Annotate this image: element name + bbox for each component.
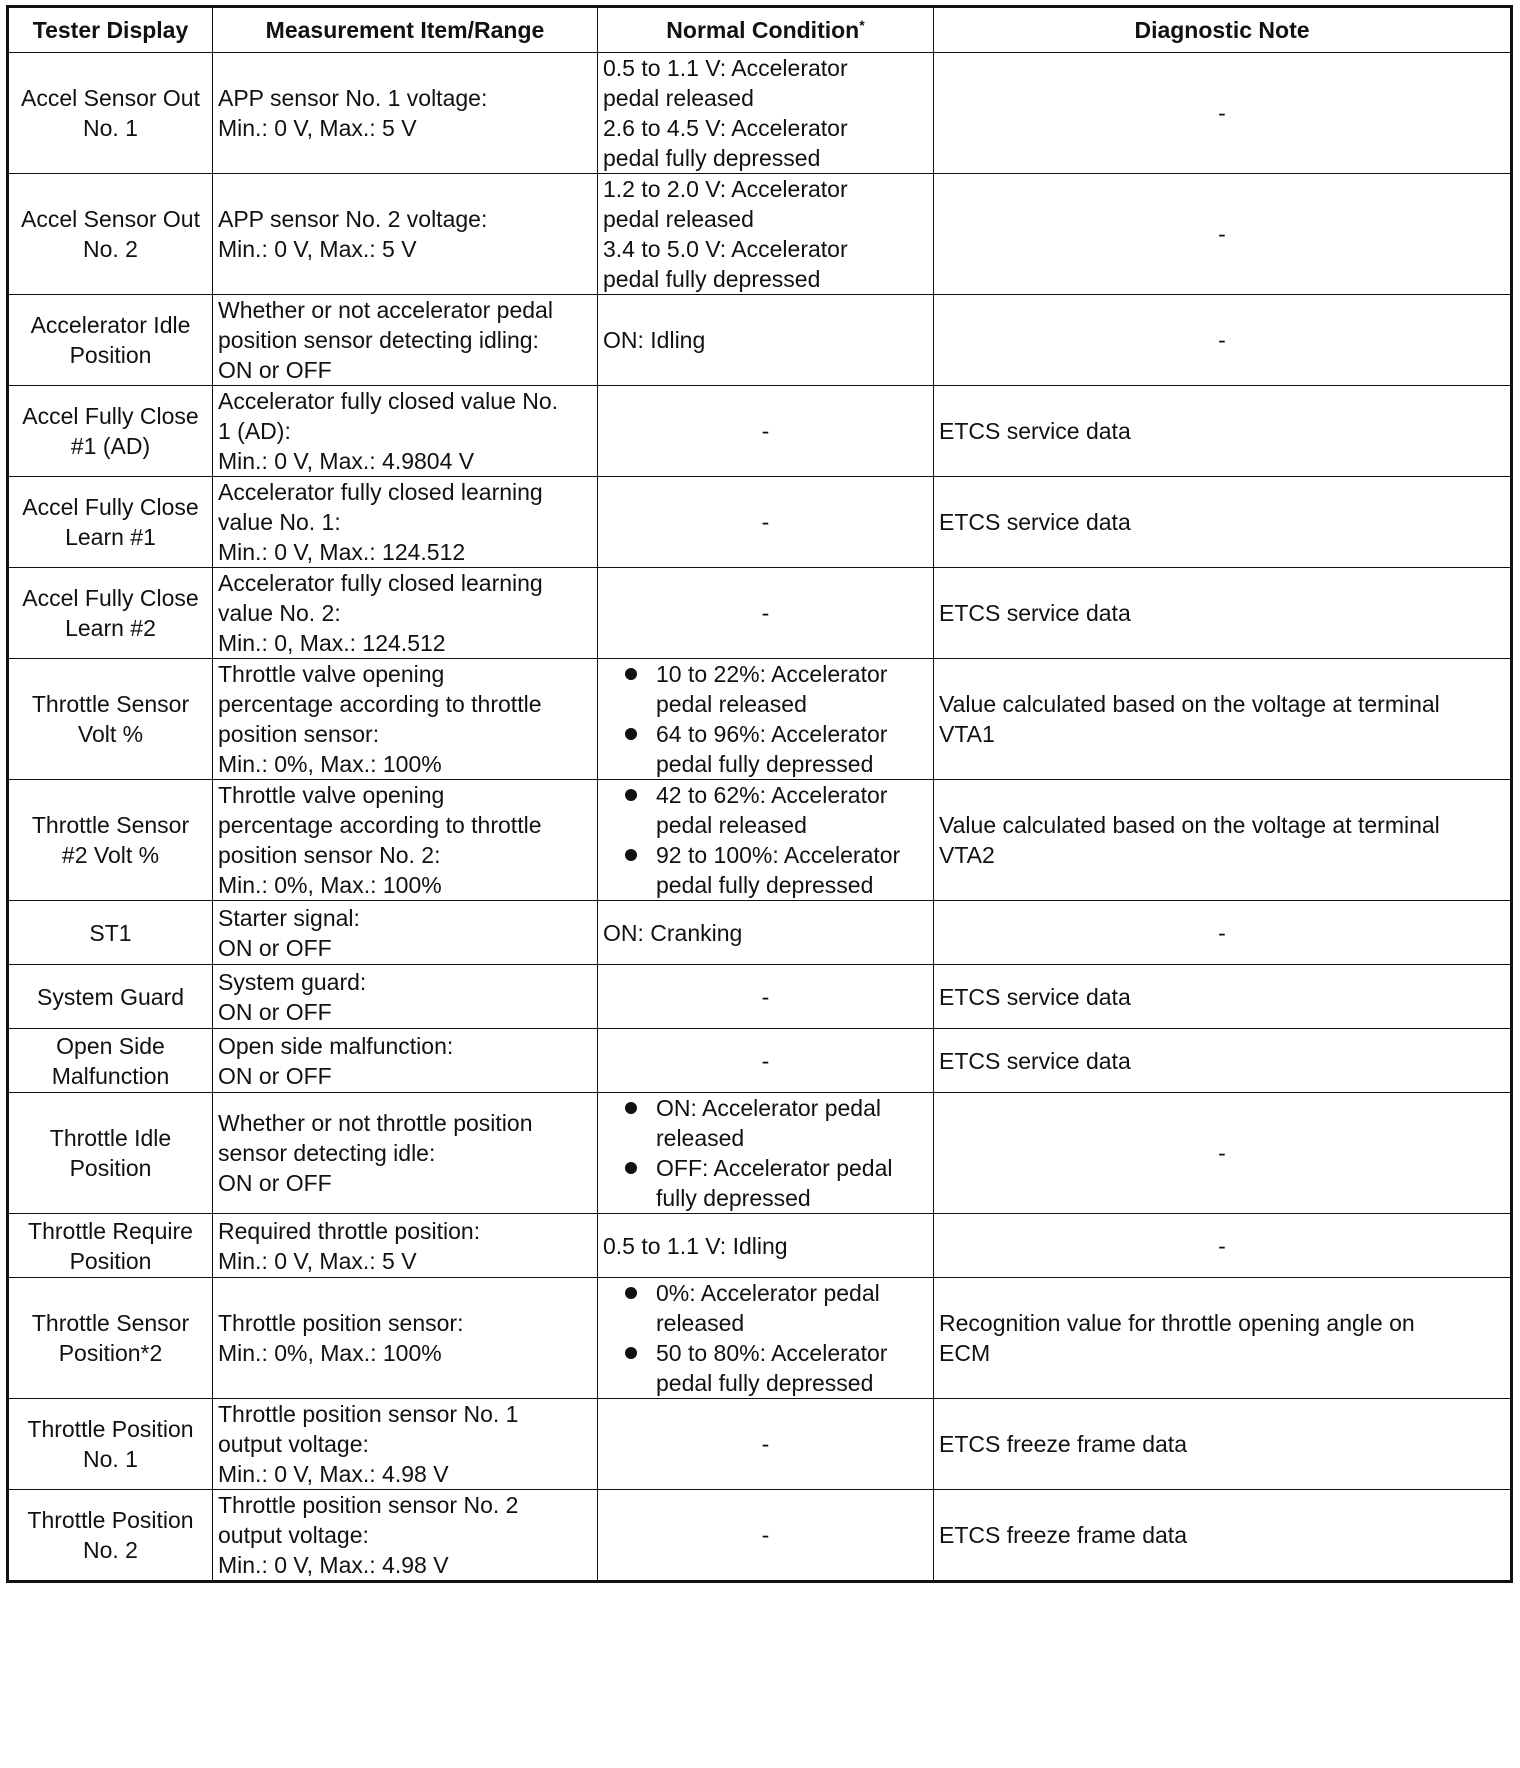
normal-condition-cell-text: 0.5 to 1.1 V: Accelerator pedal released 2.6 to 4.5 V: Accelerator pedal fully depressed bbox=[603, 55, 848, 171]
normal-condition-cell bbox=[598, 1490, 934, 1582]
measurement-item-cell-text: Starter signal: ON or OFF bbox=[218, 904, 360, 961]
diagnostic-note-cell-text: ETCS service data bbox=[939, 509, 1131, 535]
normal-condition-cell bbox=[598, 780, 934, 901]
diagnostic-note-cell bbox=[934, 1214, 1512, 1278]
measurement-item-cell bbox=[213, 174, 598, 295]
table-row bbox=[8, 477, 1512, 568]
diagnostic-note-cell bbox=[934, 53, 1512, 174]
header-row bbox=[8, 7, 1512, 53]
table-row bbox=[8, 53, 1512, 174]
table-row bbox=[8, 1214, 1512, 1278]
measurement-item-cell-text: Throttle valve opening percentage according to throttle position sensor No. 2: Min.: 0%, Max.: 100% bbox=[218, 782, 542, 898]
tester-display-cell bbox=[8, 1029, 213, 1093]
diagnostic-note-cell bbox=[934, 901, 1512, 965]
normal-condition-cell bbox=[598, 174, 934, 295]
diagnostic-note-cell-text: Value calculated based on the voltage at terminal VTA1 bbox=[939, 691, 1440, 747]
normal-condition-cell bbox=[598, 659, 934, 780]
measurement-item-cell-text: Whether or not throttle position sensor detecting idle: ON or OFF bbox=[218, 1110, 533, 1196]
normal-condition-cell-text: - bbox=[761, 1047, 770, 1074]
tester-display-cell-text: Throttle Position No. 2 bbox=[27, 1507, 194, 1563]
diagnostic-note-cell-text: Value calculated based on the voltage at terminal VTA2 bbox=[939, 812, 1440, 868]
measurement-item-cell bbox=[213, 1214, 598, 1278]
measurement-item-cell bbox=[213, 386, 598, 477]
tester-display-cell-text: Throttle Sensor Volt % bbox=[31, 691, 190, 747]
list-item bbox=[656, 840, 928, 900]
normal-condition-cell-text: - bbox=[761, 983, 770, 1010]
diagnostic-note-cell bbox=[934, 1278, 1512, 1399]
bullet-text: 92 to 100%: Accelerator pedal fully depressed bbox=[656, 842, 901, 898]
normal-condition-cell bbox=[598, 965, 934, 1029]
normal-condition-list bbox=[603, 780, 928, 900]
tester-display-cell bbox=[8, 295, 213, 386]
normal-condition-cell-text: - bbox=[761, 509, 770, 535]
table-row bbox=[8, 1399, 1512, 1490]
tester-display-cell bbox=[8, 1214, 213, 1278]
table-row bbox=[8, 1093, 1512, 1214]
diagnostic-note-cell bbox=[934, 1399, 1512, 1490]
measurement-item-cell-text: Whether or not accelerator pedal position sensor detecting idling: ON or OFF bbox=[218, 297, 553, 383]
tester-display-cell-text: Open Side Malfunction bbox=[51, 1032, 170, 1089]
tester-display-cell bbox=[8, 174, 213, 295]
table-row bbox=[8, 780, 1512, 901]
normal-condition-cell bbox=[598, 477, 934, 568]
diagnostic-note-cell bbox=[934, 386, 1512, 477]
measurement-item-cell-text: Throttle position sensor No. 1 output voltage: Min.: 0 V, Max.: 4.98 V bbox=[218, 1401, 519, 1487]
table-row bbox=[8, 174, 1512, 295]
diagnostic-note-cell-text: ETCS freeze frame data bbox=[939, 1431, 1187, 1457]
normal-condition-cell bbox=[598, 568, 934, 659]
list-item bbox=[656, 1338, 928, 1398]
bullet-text: 64 to 96%: Accelerator pedal fully depressed bbox=[656, 721, 888, 777]
normal-condition-cell bbox=[598, 1399, 934, 1490]
normal-condition-cell-text: 1.2 to 2.0 V: Accelerator pedal released 3.4 to 5.0 V: Accelerator pedal fully depressed bbox=[603, 176, 848, 292]
diagnostic-note-cell-text: - bbox=[1218, 1140, 1226, 1166]
measurement-item-cell bbox=[213, 295, 598, 386]
normal-condition-list bbox=[603, 1093, 928, 1213]
diagnostic-note-cell bbox=[934, 965, 1512, 1029]
table-row bbox=[8, 386, 1512, 477]
tester-display-cell bbox=[8, 1093, 213, 1214]
normal-condition-cell bbox=[598, 53, 934, 174]
diagnostic-note-cell bbox=[934, 1093, 1512, 1214]
tester-display-cell-text: ST1 bbox=[89, 919, 132, 946]
measurement-item-cell bbox=[213, 1399, 598, 1490]
measurement-item-cell-text: APP sensor No. 1 voltage: Min.: 0 V, Max.: 5 V bbox=[218, 85, 488, 141]
diagnostic-note-cell-text: ETCS service data bbox=[939, 1047, 1131, 1074]
normal-condition-cell-text: - bbox=[761, 1431, 770, 1457]
measurement-item-cell bbox=[213, 780, 598, 901]
diagnostic-note-cell-text: - bbox=[1218, 1232, 1226, 1259]
measurement-item-cell-text: Accelerator fully closed value No. 1 (AD): Min.: 0 V, Max.: 4.9804 V bbox=[218, 388, 559, 474]
table-row bbox=[8, 1490, 1512, 1582]
tester-display-cell bbox=[8, 965, 213, 1029]
diagnostic-note-cell-text: - bbox=[1218, 100, 1226, 126]
measurement-item-cell bbox=[213, 659, 598, 780]
measurement-item-cell bbox=[213, 965, 598, 1029]
tester-display-cell-text: Accel Fully Close #1 (AD) bbox=[22, 403, 199, 459]
header-normal-condition bbox=[598, 7, 934, 53]
normal-condition-cell bbox=[598, 901, 934, 965]
measurement-item-cell bbox=[213, 1490, 598, 1582]
list-item bbox=[656, 1093, 928, 1153]
normal-condition-cell-text: ON: Cranking bbox=[603, 919, 743, 946]
tester-display-cell bbox=[8, 53, 213, 174]
normal-condition-cell bbox=[598, 295, 934, 386]
bullet-text: 0%: Accelerator pedal released bbox=[656, 1280, 880, 1336]
measurement-item-cell-text: Throttle valve opening percentage according to throttle position sensor: Min.: 0%, Max.: 100% bbox=[218, 661, 542, 777]
diagnostic-note-cell-text: - bbox=[1218, 221, 1226, 247]
tester-display-cell-text: Accel Fully Close Learn #2 bbox=[22, 585, 199, 641]
tester-display-cell bbox=[8, 659, 213, 780]
list-item bbox=[656, 1153, 928, 1213]
measurement-item-cell-text: Accelerator fully closed learning value No. 2: Min.: 0, Max.: 124.512 bbox=[218, 570, 543, 656]
normal-condition-cell bbox=[598, 1278, 934, 1399]
table-body bbox=[8, 53, 1512, 1582]
table-row bbox=[8, 659, 1512, 780]
diagnostic-note-cell-text: ETCS service data bbox=[939, 418, 1131, 444]
diagnostic-note-cell bbox=[934, 659, 1512, 780]
normal-condition-cell bbox=[598, 1093, 934, 1214]
measurement-item-cell-text: Required throttle position: Min.: 0 V, Max.: 5 V bbox=[218, 1217, 481, 1274]
header-tester-display: Tester Display bbox=[8, 7, 213, 53]
measurement-item-cell-text: APP sensor No. 2 voltage: Min.: 0 V, Max.: 5 V bbox=[218, 206, 488, 262]
tester-display-cell bbox=[8, 477, 213, 568]
normal-condition-cell bbox=[598, 1214, 934, 1278]
footnote-marker: * bbox=[859, 17, 865, 33]
measurement-item-cell-text: System guard: ON or OFF bbox=[218, 968, 367, 1025]
tester-display-cell-text: Accel Fully Close Learn #1 bbox=[22, 494, 199, 550]
measurement-item-cell bbox=[213, 568, 598, 659]
list-item bbox=[656, 659, 928, 719]
diagnostic-note-cell-text: - bbox=[1218, 919, 1226, 946]
measurement-item-cell bbox=[213, 1278, 598, 1399]
tester-display-cell-text: Throttle Position No. 1 bbox=[27, 1416, 194, 1472]
table-row bbox=[8, 295, 1512, 386]
normal-condition-list bbox=[603, 659, 928, 779]
diagnostic-note-cell-text: ETCS service data bbox=[939, 983, 1131, 1010]
bullet-text: ON: Accelerator pedal released bbox=[656, 1095, 882, 1151]
diagnostic-note-cell bbox=[934, 780, 1512, 901]
tester-display-cell-text: Accel Sensor Out No. 1 bbox=[21, 85, 200, 141]
normal-condition-cell bbox=[598, 386, 934, 477]
table-row bbox=[8, 568, 1512, 659]
bullet-text: OFF: Accelerator pedal fully depressed bbox=[656, 1155, 893, 1211]
table-row bbox=[8, 1029, 1512, 1093]
tester-display-cell bbox=[8, 1399, 213, 1490]
header-diagnostic-note: Diagnostic Note bbox=[934, 7, 1512, 53]
diagnostic-note-cell bbox=[934, 568, 1512, 659]
table-row bbox=[8, 965, 1512, 1029]
diagnostic-note-cell-text: ETCS freeze frame data bbox=[939, 1522, 1187, 1548]
normal-condition-cell-text: 0.5 to 1.1 V: Idling bbox=[603, 1232, 788, 1259]
tester-display-cell-text: Throttle Require Position bbox=[28, 1217, 193, 1274]
normal-condition-cell-text: - bbox=[761, 1522, 770, 1548]
diagnostic-note-cell bbox=[934, 477, 1512, 568]
measurement-item-cell bbox=[213, 477, 598, 568]
tester-display-cell bbox=[8, 386, 213, 477]
list-item bbox=[656, 1278, 928, 1338]
measurement-item-cell-text: Throttle position sensor: Min.: 0%, Max.: 100% bbox=[218, 1310, 464, 1366]
table-row bbox=[8, 1278, 1512, 1399]
measurement-item-cell-text: Open side malfunction: ON or OFF bbox=[218, 1032, 454, 1089]
tester-display-cell-text: Throttle Sensor Position*2 bbox=[31, 1310, 190, 1366]
tester-display-cell-text: Throttle Idle Position bbox=[49, 1125, 172, 1181]
tester-display-cell bbox=[8, 1490, 213, 1582]
measurement-item-cell bbox=[213, 53, 598, 174]
bullet-text: 10 to 22%: Accelerator pedal released bbox=[656, 661, 888, 717]
header-normal-condition-label: Normal Condition bbox=[666, 17, 860, 43]
data-list-table bbox=[6, 5, 1513, 1583]
measurement-item-cell-text: Throttle position sensor No. 2 output voltage: Min.: 0 V, Max.: 4.98 V bbox=[218, 1492, 519, 1578]
tester-display-cell bbox=[8, 1278, 213, 1399]
measurement-item-cell-text: Accelerator fully closed learning value No. 1: Min.: 0 V, Max.: 124.512 bbox=[218, 479, 543, 565]
diagnostic-note-cell-text: - bbox=[1218, 327, 1226, 353]
tester-display-cell-text: System Guard bbox=[37, 983, 184, 1010]
table-row bbox=[8, 901, 1512, 965]
normal-condition-cell-text: - bbox=[761, 600, 770, 626]
bullet-text: 42 to 62%: Accelerator pedal released bbox=[656, 782, 888, 838]
bullet-text: 50 to 80%: Accelerator pedal fully depressed bbox=[656, 1340, 888, 1396]
measurement-item-cell bbox=[213, 901, 598, 965]
diagnostic-note-cell bbox=[934, 1490, 1512, 1582]
diagnostic-note-cell bbox=[934, 295, 1512, 386]
tester-display-cell bbox=[8, 568, 213, 659]
tester-display-cell-text: Accelerator Idle Position bbox=[30, 312, 191, 368]
list-item bbox=[656, 780, 928, 840]
normal-condition-cell-text: - bbox=[761, 418, 770, 444]
measurement-item-cell bbox=[213, 1029, 598, 1093]
list-item bbox=[656, 719, 928, 779]
diagnostic-note-cell bbox=[934, 174, 1512, 295]
diagnostic-note-cell-text: ETCS service data bbox=[939, 600, 1131, 626]
header-measurement-item: Measurement Item/Range bbox=[213, 7, 598, 53]
normal-condition-list bbox=[603, 1278, 928, 1398]
diagnostic-note-cell bbox=[934, 1029, 1512, 1093]
normal-condition-cell bbox=[598, 1029, 934, 1093]
tester-display-cell-text: Accel Sensor Out No. 2 bbox=[21, 206, 200, 262]
diagnostic-note-cell-text: Recognition value for throttle opening angle on ECM bbox=[939, 1310, 1415, 1366]
tester-display-cell bbox=[8, 901, 213, 965]
measurement-item-cell bbox=[213, 1093, 598, 1214]
normal-condition-cell-text: ON: Idling bbox=[603, 327, 706, 353]
tester-display-cell bbox=[8, 780, 213, 901]
tester-display-cell-text: Throttle Sensor #2 Volt % bbox=[31, 812, 190, 868]
